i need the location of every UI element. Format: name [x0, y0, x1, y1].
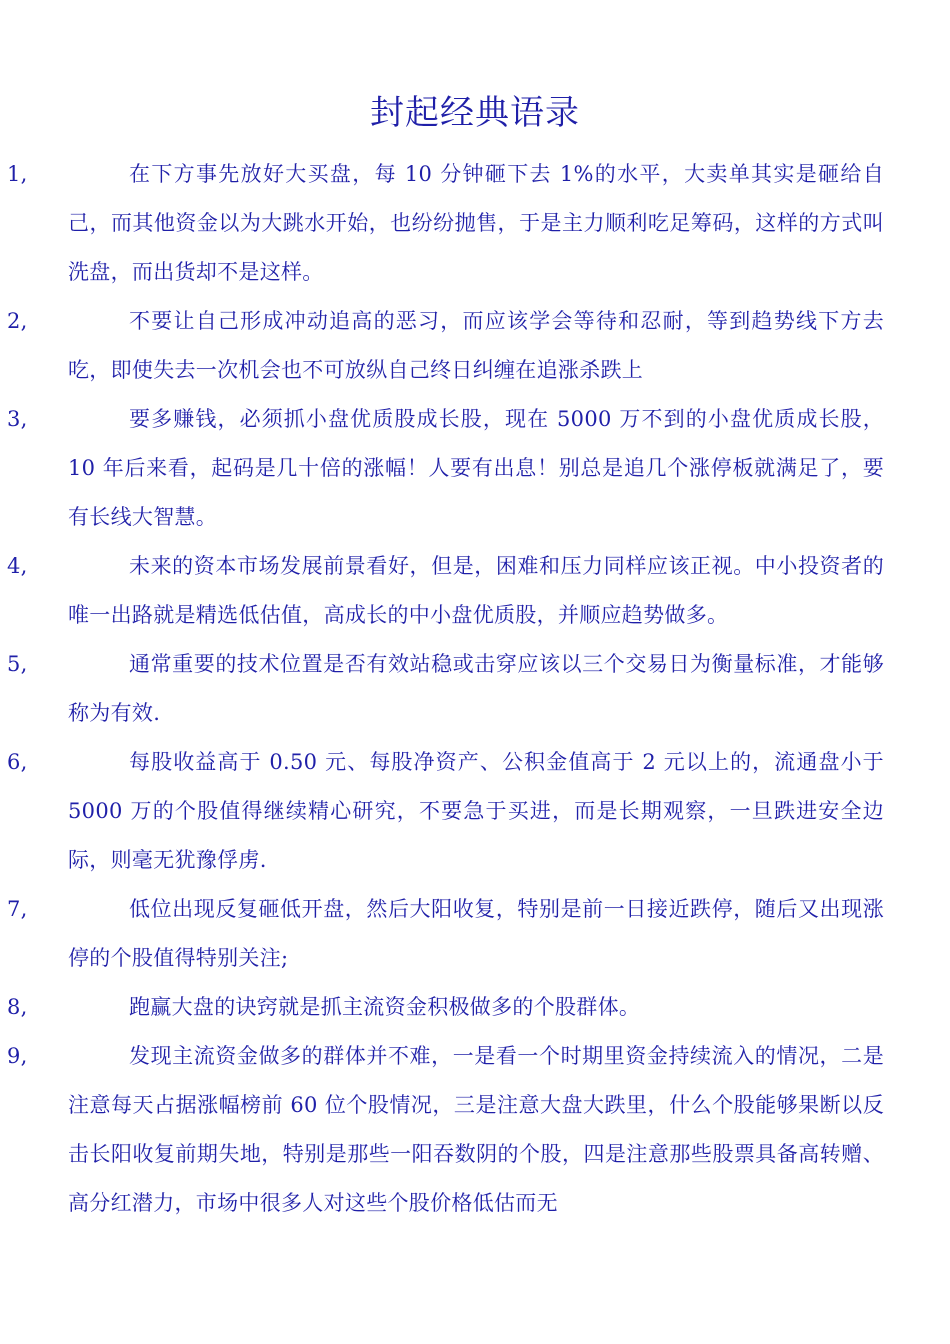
item-text: 不要让自己形成冲动追高的恶习，而应该学会等待和忍耐，等到趋势线下方去吃，即使失去一次机会也不可放纵自己终日纠缠在追涨杀跌上: [68, 309, 884, 382]
item-number: 2,: [7, 309, 28, 333]
list-item: [7, 983, 884, 1032]
list-item: [7, 640, 884, 738]
list-item: [7, 738, 884, 885]
list-item: [7, 542, 884, 640]
item-text: 未来的资本市场发展前景看好，但是，困难和压力同样应该正视。中小投资者的唯一出路就是精选低估值，高成长的中小盘优质股，并顺应趋势做多。: [68, 554, 884, 627]
item-number: 3,: [7, 407, 28, 431]
item-text: 要多赚钱，必须抓小盘优质股成长股，现在 5000 万不到的小盘优质成长股，10 年后来看，起码是几十倍的涨幅！人要有出息！别总是追几个涨停板就满足了，要有长线大智慧。: [68, 407, 884, 529]
list-item: [7, 150, 884, 297]
item-number: 5,: [7, 652, 28, 676]
page-title: 封起经典语录: [370, 93, 580, 133]
item-text: 低位出现反复砸低开盘，然后大阳收复，特别是前一日接近跌停，随后又出现涨停的个股值得特别关注;: [68, 897, 884, 970]
item-number: 1,: [7, 162, 28, 186]
item-text: 每股收益高于 0.50 元、每股净资产、公积金值高于 2 元以上的，流通盘小于 5000 万的个股值得继续精心研究，不要急于买进，而是长期观察，一旦跌进安全边际，则毫无犹豫俘虏.: [68, 750, 884, 872]
quote-list: [7, 150, 884, 1228]
item-number: 7,: [7, 897, 28, 921]
list-item: [7, 1032, 884, 1228]
item-text: 在下方事先放好大买盘，每 10 分钟砸下去 1%的水平，大卖单其实是砸给自己，而其他资金以为大跳水开始，也纷纷抛售，于是主力顺利吃足筹码，这样的方式叫洗盘，而出货却不是这样。: [68, 162, 884, 284]
item-number: 4,: [7, 554, 28, 578]
list-item: [7, 297, 884, 395]
item-text: 发现主流资金做多的群体并不难，一是看一个时期里资金持续流入的情况，二是注意每天占据涨幅榜前 60 位个股情况，三是注意大盘大跌里，什么个股能够果断以反击长阳收复前期失地，特别是那些一阳吞数阴的个股，四是注意那些股票具备高转赠、高分红潜力，市场中很多人对这些个股价格低估而无: [68, 1044, 884, 1215]
list-item: [7, 885, 884, 983]
item-number: 9,: [7, 1044, 28, 1068]
item-number: 8,: [7, 995, 28, 1019]
item-text: 通常重要的技术位置是否有效站稳或击穿应该以三个交易日为衡量标准，才能够称为有效.: [68, 652, 884, 725]
item-text: 跑赢大盘的诀窍就是抓主流资金积极做多的个股群体。: [129, 995, 641, 1019]
item-number: 6,: [7, 750, 28, 774]
list-item: [7, 395, 884, 542]
